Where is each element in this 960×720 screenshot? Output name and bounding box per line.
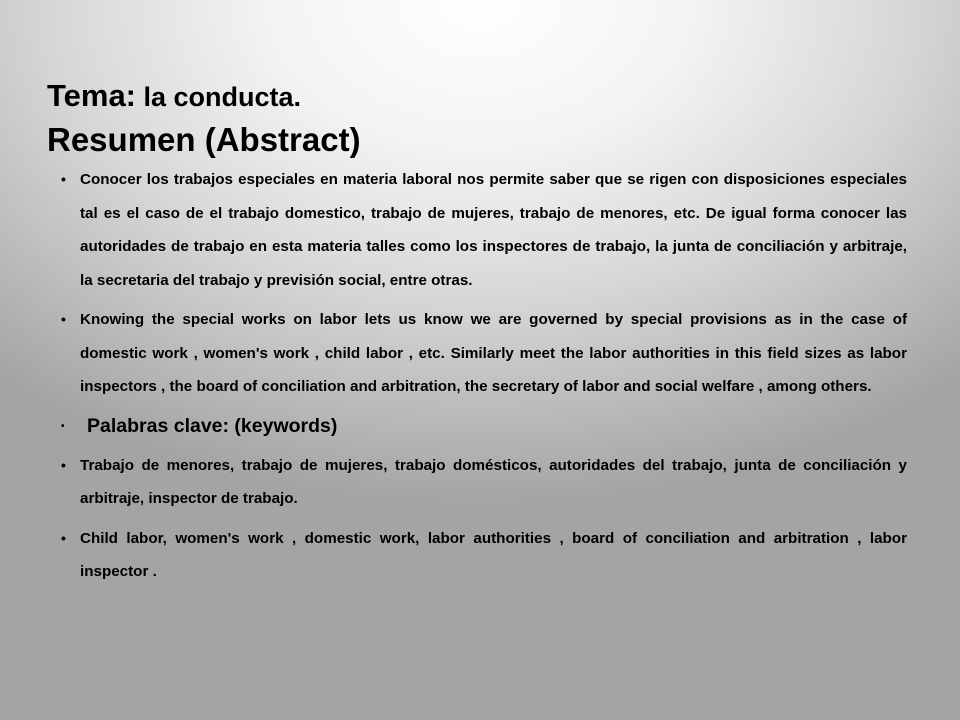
bullet-text: Trabajo de menores, trabajo de mujeres, trabajo domésticos, autoridades del trabajo, junta de conciliación y arbitraje, inspector de trabajo. (80, 456, 907, 507)
bullet-icon: • (61, 456, 66, 473)
bullet-icon: • (61, 311, 66, 327)
bullet-text: Knowing the special works on labor lets us know we are governed by special provisions as in the case of domestic work , women's work , child labor , etc. Similarly meet the labor authorities in this field sizes as labor inspectors , the board of conciliation and arbitration, the secretary of labor and social welfare , among others. (80, 311, 907, 395)
bullet-text: Palabras clave: (keywords) (87, 414, 338, 437)
bullet-keywords-en (61, 522, 907, 589)
title-lead: Tema: (47, 78, 137, 113)
bullet-icon: • (61, 529, 66, 546)
bullet-text: Conocer los trabajos especiales en materia laboral nos permite saber que se rigen con disposiciones especiales tal es el caso de el trabajo domestico, trabajo de mujeres, trabajo de menores, etc. De igual forma conocer las autoridades de trabajo en esta materia talles como los inspectores de trabajo, la junta de conciliación y arbitraje, la secretaria del trabajo y previsión social, entre otras. (80, 171, 907, 289)
slide-title (47, 78, 907, 120)
title-topic: la conducta. (136, 82, 302, 112)
bullet-abstract-es (61, 163, 907, 297)
bullet-icon: • (61, 171, 66, 187)
slide-subtitle: Resumen (Abstract) (47, 121, 361, 158)
bullet-abstract-en (61, 303, 907, 404)
bullet-keywords-es (61, 449, 907, 516)
title-block (47, 78, 907, 160)
bullet-icon: • (61, 420, 65, 432)
bullet-text: Child labor, women's work , domestic work, labor authorities , board of conciliation and arbitration , labor inspector . (80, 529, 907, 580)
bullet-list (61, 163, 907, 595)
bullet-keywords-heading (61, 410, 907, 443)
